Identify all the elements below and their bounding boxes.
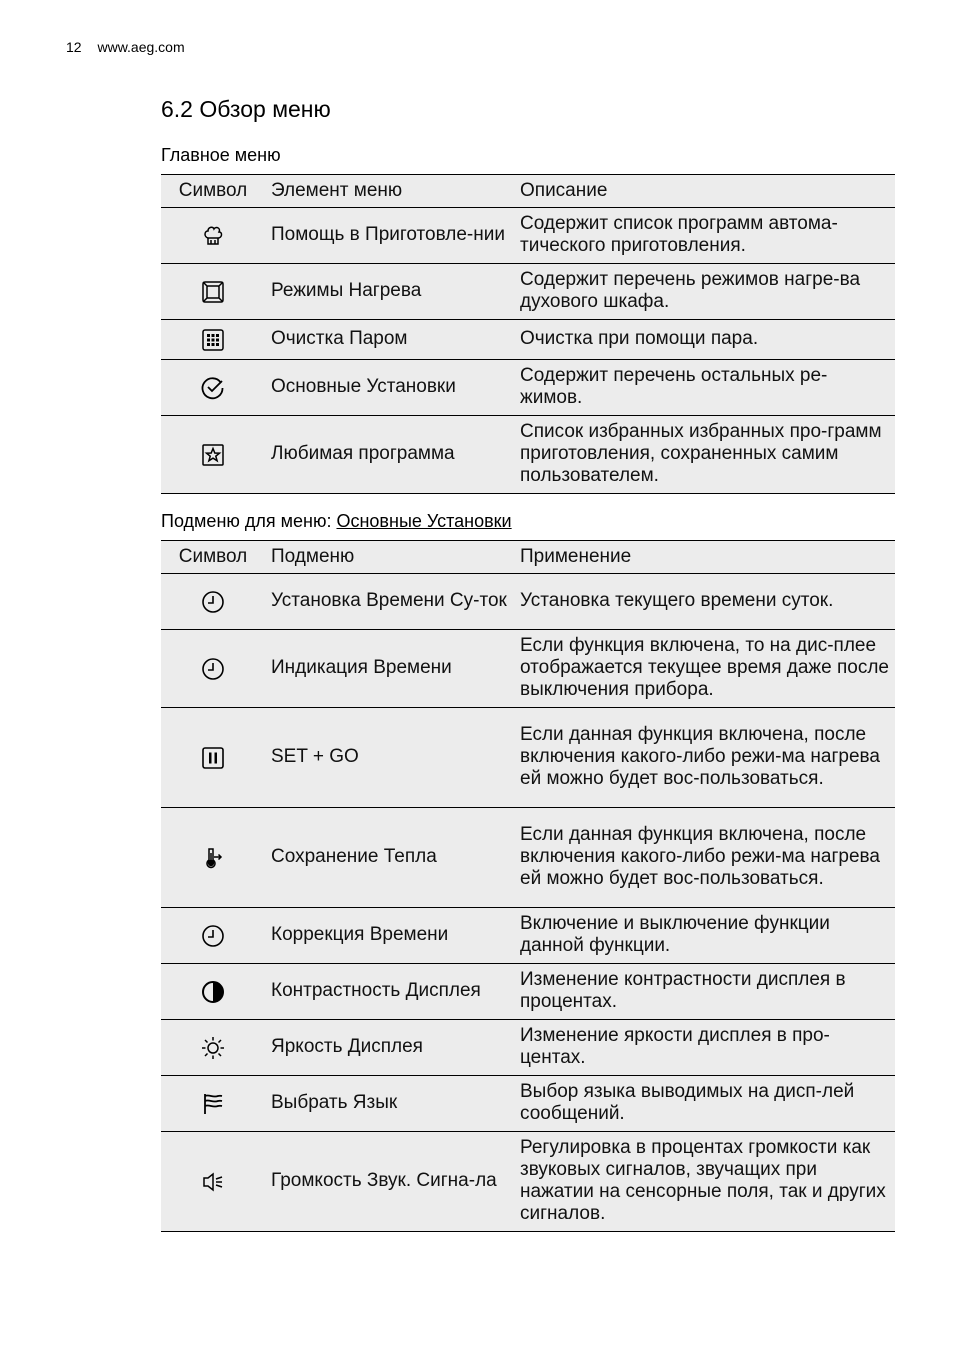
menu-item-description: Если данная функция включена, после включения какого-либо режи-ма нагрева ей можно будет вос-пользоваться. [514, 708, 895, 808]
symbol-cell [161, 360, 265, 416]
page-number: 12 [66, 39, 82, 55]
table-header-row [161, 541, 895, 574]
menu-item-description: Содержит перечень режимов нагре-ва духового шкафа. [514, 264, 895, 320]
steam-clean-icon [200, 327, 226, 353]
table-row [161, 1076, 895, 1132]
table-row [161, 964, 895, 1020]
menu-item-name: Очистка Паром [265, 320, 514, 360]
symbol-cell [161, 1076, 265, 1132]
menu-item-description: Список избранных избранных про-грамм приготовления, сохраненных самим пользователем. [514, 416, 895, 494]
symbol-cell [161, 416, 265, 494]
speaker-icon [200, 1169, 226, 1195]
table-row [161, 808, 895, 908]
thermometer-icon [200, 845, 226, 871]
page-header [66, 39, 185, 55]
symbol-cell [161, 264, 265, 320]
column-header: Символ [161, 541, 265, 574]
menu-item-description: Если функция включена, то на дис-плее отображается текущее время даже после выключения прибора. [514, 630, 895, 708]
section-title [161, 96, 331, 123]
oven-icon [200, 279, 226, 305]
table-row [161, 208, 895, 264]
table-row [161, 360, 895, 416]
section-number: 6.2 [161, 96, 193, 122]
menu-item-description: Установка текущего времени суток. [514, 574, 895, 630]
menu-item-description: Включение и выключение функции данной функции. [514, 908, 895, 964]
symbol-cell [161, 708, 265, 808]
symbol-cell [161, 1132, 265, 1232]
brightness-icon [200, 1035, 226, 1061]
menu-item-name: SET + GO [265, 708, 514, 808]
table-row [161, 574, 895, 630]
menu-item-name: Выбрать Язык [265, 1076, 514, 1132]
checkmark-circle-icon [200, 375, 226, 401]
table-row [161, 1020, 895, 1076]
symbol-cell [161, 808, 265, 908]
table-row [161, 1132, 895, 1232]
column-header: Элемент меню [265, 175, 514, 208]
clock-icon [200, 589, 226, 615]
column-header: Описание [514, 175, 895, 208]
menu-item-description: Выбор языка выводимых на дисп-лей сообщений. [514, 1076, 895, 1132]
table-row [161, 264, 895, 320]
column-header: Символ [161, 175, 265, 208]
main-menu-table [161, 174, 895, 494]
main-menu-heading: Главное меню [161, 145, 281, 165]
menu-item-name: Основные Установки [265, 360, 514, 416]
table-row [161, 708, 895, 808]
menu-item-name: Индикация Времени [265, 630, 514, 708]
menu-item-description: Регулировка в процентах громкости как звуковых сигналов, звучащих при нажатии на сенсорные поля, так и других сигналов. [514, 1132, 895, 1232]
menu-item-name: Режимы Нагрева [265, 264, 514, 320]
symbol-cell [161, 908, 265, 964]
star-icon [200, 442, 226, 468]
menu-item-name: Любимая программа [265, 416, 514, 494]
symbol-cell [161, 320, 265, 360]
menu-item-description: Изменение яркости дисплея в про-центах. [514, 1020, 895, 1076]
symbol-cell [161, 574, 265, 630]
menu-item-description: Очистка при помощи пара. [514, 320, 895, 360]
symbol-cell [161, 964, 265, 1020]
submenu-table [161, 540, 895, 1232]
menu-item-description: Содержит список программ автома-тического приготовления. [514, 208, 895, 264]
menu-item-name: Коррекция Времени [265, 908, 514, 964]
symbol-cell [161, 208, 265, 264]
language-flag-icon [200, 1091, 226, 1117]
menu-item-description: Содержит перечень остальных ре-жимов. [514, 360, 895, 416]
menu-item-name: Помощь в Приготовле-нии [265, 208, 514, 264]
table-header-row [161, 175, 895, 208]
table-row [161, 416, 895, 494]
clock-icon [200, 923, 226, 949]
menu-item-name: Установка Времени Су-ток [265, 574, 514, 630]
submenu-heading [161, 511, 512, 532]
chef-hat-icon [200, 223, 226, 249]
column-header: Применение [514, 541, 895, 574]
clock-icon [200, 656, 226, 682]
submenu-heading-link[interactable]: Основные Установки [336, 511, 512, 531]
column-header: Подменю [265, 541, 514, 574]
menu-item-name: Сохранение Тепла [265, 808, 514, 908]
menu-item-name: Яркость Дисплея [265, 1020, 514, 1076]
menu-item-description: Если данная функция включена, после включения какого-либо режи-ма нагрева ей можно будет вос-пользоваться. [514, 808, 895, 908]
menu-item-description: Изменение контрастности дисплея в процентах. [514, 964, 895, 1020]
pause-icon [200, 745, 226, 771]
submenu-heading-prefix: Подменю для меню: [161, 511, 332, 531]
contrast-icon [200, 979, 226, 1005]
table-row [161, 630, 895, 708]
table-row [161, 908, 895, 964]
symbol-cell [161, 1020, 265, 1076]
section-title-text: Обзор меню [199, 96, 331, 122]
symbol-cell [161, 630, 265, 708]
menu-item-name: Громкость Звук. Сигна-ла [265, 1132, 514, 1232]
table-row [161, 320, 895, 360]
menu-item-name: Контрастность Дисплея [265, 964, 514, 1020]
site-url[interactable]: www.aeg.com [97, 39, 185, 55]
